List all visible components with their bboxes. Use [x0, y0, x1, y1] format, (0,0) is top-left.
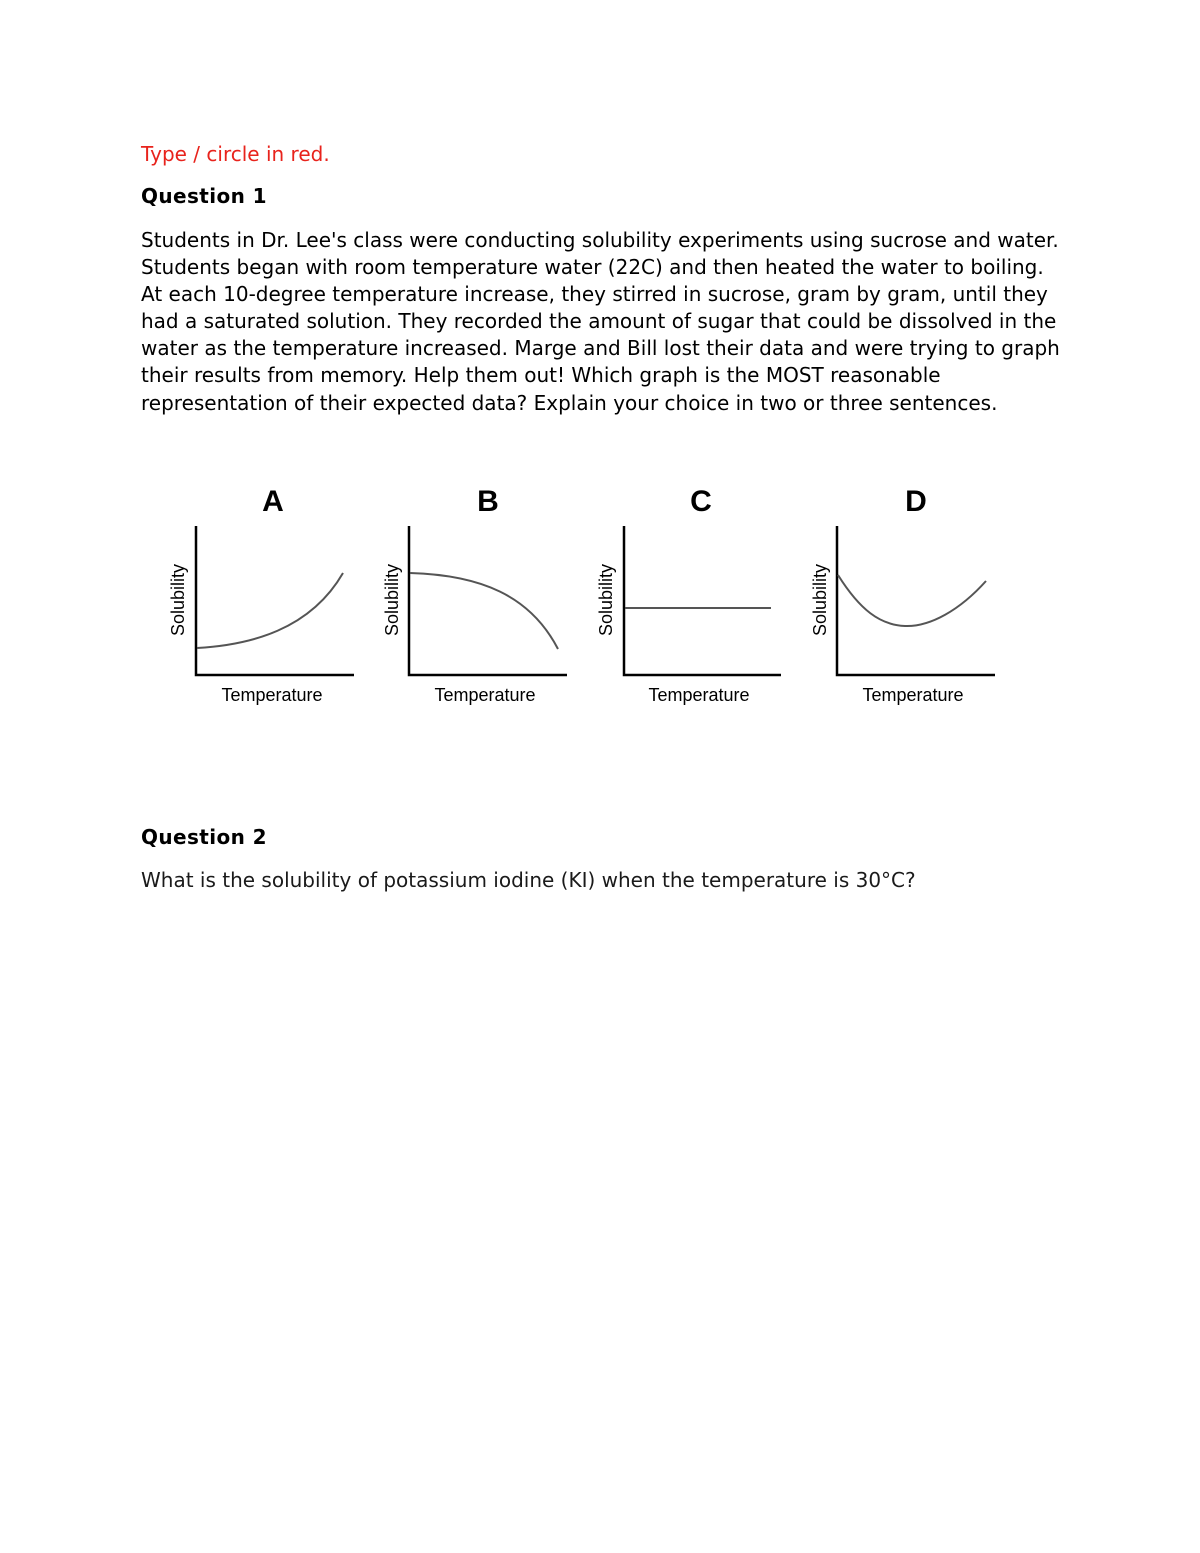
graph-b: [382, 485, 567, 705]
graph-b-ylabel: Solubility: [382, 563, 402, 637]
graph-a-axes: [196, 526, 354, 675]
graph-b-title: B: [477, 485, 499, 518]
graph-c-title: C: [690, 485, 712, 518]
instruction-text: Type / circle in red.: [141, 142, 330, 166]
graph-c-xlabel: Temperature: [648, 685, 750, 705]
graph-d-xlabel: Temperature: [862, 685, 964, 705]
graph-c-axes: [624, 526, 781, 675]
graph-a-xlabel: Temperature: [221, 685, 323, 705]
graph-a-curve: [197, 573, 343, 648]
graph-c: [596, 485, 781, 705]
solubility-graphs-figure: [160, 480, 1020, 724]
graph-d-ylabel: Solubility: [810, 563, 830, 637]
graph-b-xlabel: Temperature: [434, 685, 536, 705]
question-2-heading: Question 2: [141, 825, 267, 849]
question-1-body: Students in Dr. Lee's class were conducting solubility experiments using sucrose and water. Students began with room temperature water (22C) and then heated the water to boiling. At each 10-degree temperature increase, they stirred in sucrose, gram by gram, until they had a saturated solution. They recorded the amount of sugar that could be dissolved in the water as the temperature increased. Marge and Bill lost their data and were trying to graph their results from memory. Help them out! Which graph is the MOST reasonable representation of their expected data? Explain your choice in two or three sentences.: [141, 228, 1060, 415]
graph-b-axes: [409, 526, 567, 675]
graph-b-curve: [410, 573, 558, 649]
graph-a-ylabel: Solubility: [168, 563, 188, 637]
graph-d-title: D: [905, 485, 927, 518]
graph-a: [168, 485, 354, 705]
question-1-heading: Question 1: [141, 184, 267, 208]
graph-d-axes: [837, 526, 995, 675]
graph-c-ylabel: Solubility: [596, 563, 616, 637]
graph-a-title: A: [262, 485, 284, 518]
question-2-body: What is the solubility of potassium iodine (KI) when the temperature is 30°C?: [141, 868, 916, 892]
graph-d: [810, 485, 995, 705]
graph-d-curve: [838, 575, 986, 626]
graphs-svg: [160, 480, 1020, 720]
